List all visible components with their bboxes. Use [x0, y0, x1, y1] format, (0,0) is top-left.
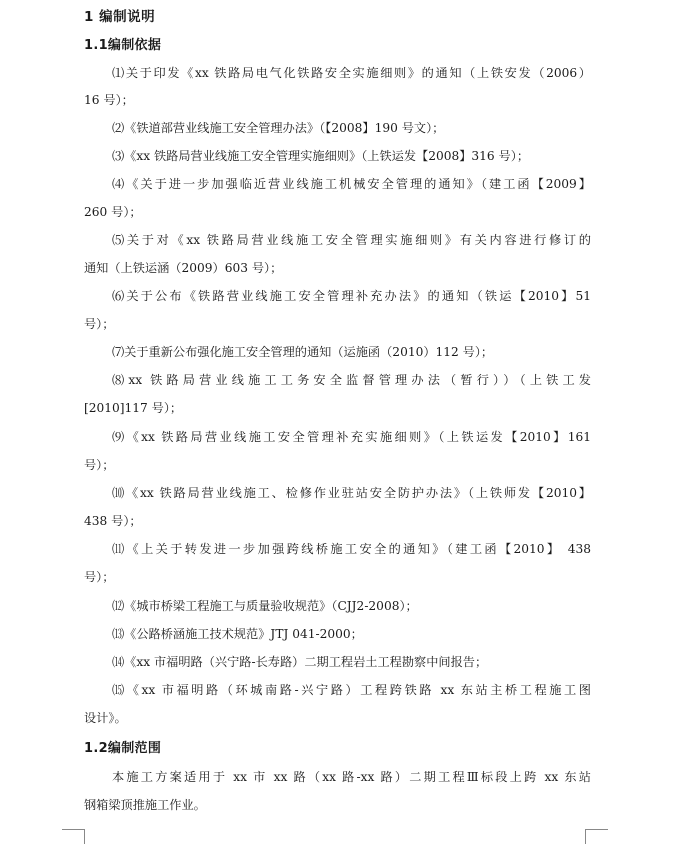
basis-item-11-line-1: ⑾《上关于转发进一步加强跨线桥施工安全的通知》（建工函【2010】 438: [112, 542, 591, 556]
basis-item-7: ⑺关于重新公布强化施工安全管理的通知（运施函（2010）112 号）；: [112, 345, 494, 359]
basis-item-10-line-1: ⑽《xx 铁路局营业线施工、检修作业驻站安全防护办法》（上铁师发【2010】: [112, 486, 591, 500]
basis-item-8-line-2: [2010]117 号）；: [84, 401, 183, 415]
basis-item-2: ⑵《铁道部营业线施工安全管理办法》（【2008】190 号文）；: [112, 121, 445, 135]
basis-item-4-line-2: 260 号）；: [84, 205, 142, 219]
basis-item-15-line-2: 设计》。: [84, 711, 127, 725]
basis-item-15-line-1: ⒂《xx 市福明路（环城南路-兴宁路）工程跨铁路 xx 东站主桥工程施工图: [112, 683, 591, 697]
basis-item-1-line-2: 16 号）；: [84, 93, 134, 107]
page-corner-mark-left: [62, 829, 85, 844]
basis-item-1-line-1: ⑴关于印发《xx 铁路局电气化铁路安全实施细则》的通知（上铁安发（2006）: [112, 66, 591, 80]
basis-item-11-line-2: 号）；: [84, 570, 115, 584]
basis-item-6-line-2: 号）；: [84, 317, 115, 331]
basis-item-10-line-2: 438 号）；: [84, 514, 142, 528]
page-corner-mark-right: [585, 829, 608, 844]
section-heading-1: 1 编制说明: [84, 9, 156, 25]
basis-item-3: ⑶《xx 铁路局营业线施工安全管理实施细则》（上铁运发【2008】316 号）；: [112, 149, 530, 163]
basis-item-5-line-2: 通知（上铁运涵（2009）603 号）；: [84, 261, 283, 275]
basis-item-6-line-1: ⑹关于公布《铁路营业线施工安全管理补充办法》的通知（铁运【2010】51: [112, 289, 591, 303]
basis-item-5-line-1: ⑸关于对《xx 铁路局营业线施工安全管理实施细则》有关内容进行修订的: [112, 233, 591, 247]
scope-paragraph-line-1: 本施工方案适用于 xx 市 xx 路（xx 路-xx 路）二期工程Ⅲ标段上跨 xx 东站: [112, 770, 591, 784]
basis-item-14: ⒁《xx 市福明路（兴宁路-长寿路）二期工程岩土工程勘察中间报告；: [112, 655, 488, 669]
section-heading-1-2: 1.2编制范围: [84, 741, 162, 756]
basis-item-8-line-1: ⑻xx 铁路局营业线施工工务安全监督管理办法（暂行））（上铁工发: [112, 373, 591, 387]
basis-item-13: ⒀《公路桥涵施工技术规范》JTJ 041-2000；: [112, 627, 363, 641]
section-heading-1-1: 1.1编制依据: [84, 38, 162, 53]
basis-item-4-line-1: ⑷《关于进一步加强临近营业线施工机械安全管理的通知》（建工函【2009】: [112, 177, 591, 191]
basis-item-9-line-1: ⑼《xx 铁路局营业线施工安全管理补充实施细则》（上铁运发【2010】161: [112, 430, 591, 444]
basis-item-12: ⑿《城市桥梁工程施工与质量验收规范》（CJJ2-2008）；: [112, 599, 418, 613]
scope-paragraph-line-2: 钢箱梁顶推施工作业。: [84, 798, 206, 812]
basis-item-9-line-2: 号）；: [84, 458, 115, 472]
